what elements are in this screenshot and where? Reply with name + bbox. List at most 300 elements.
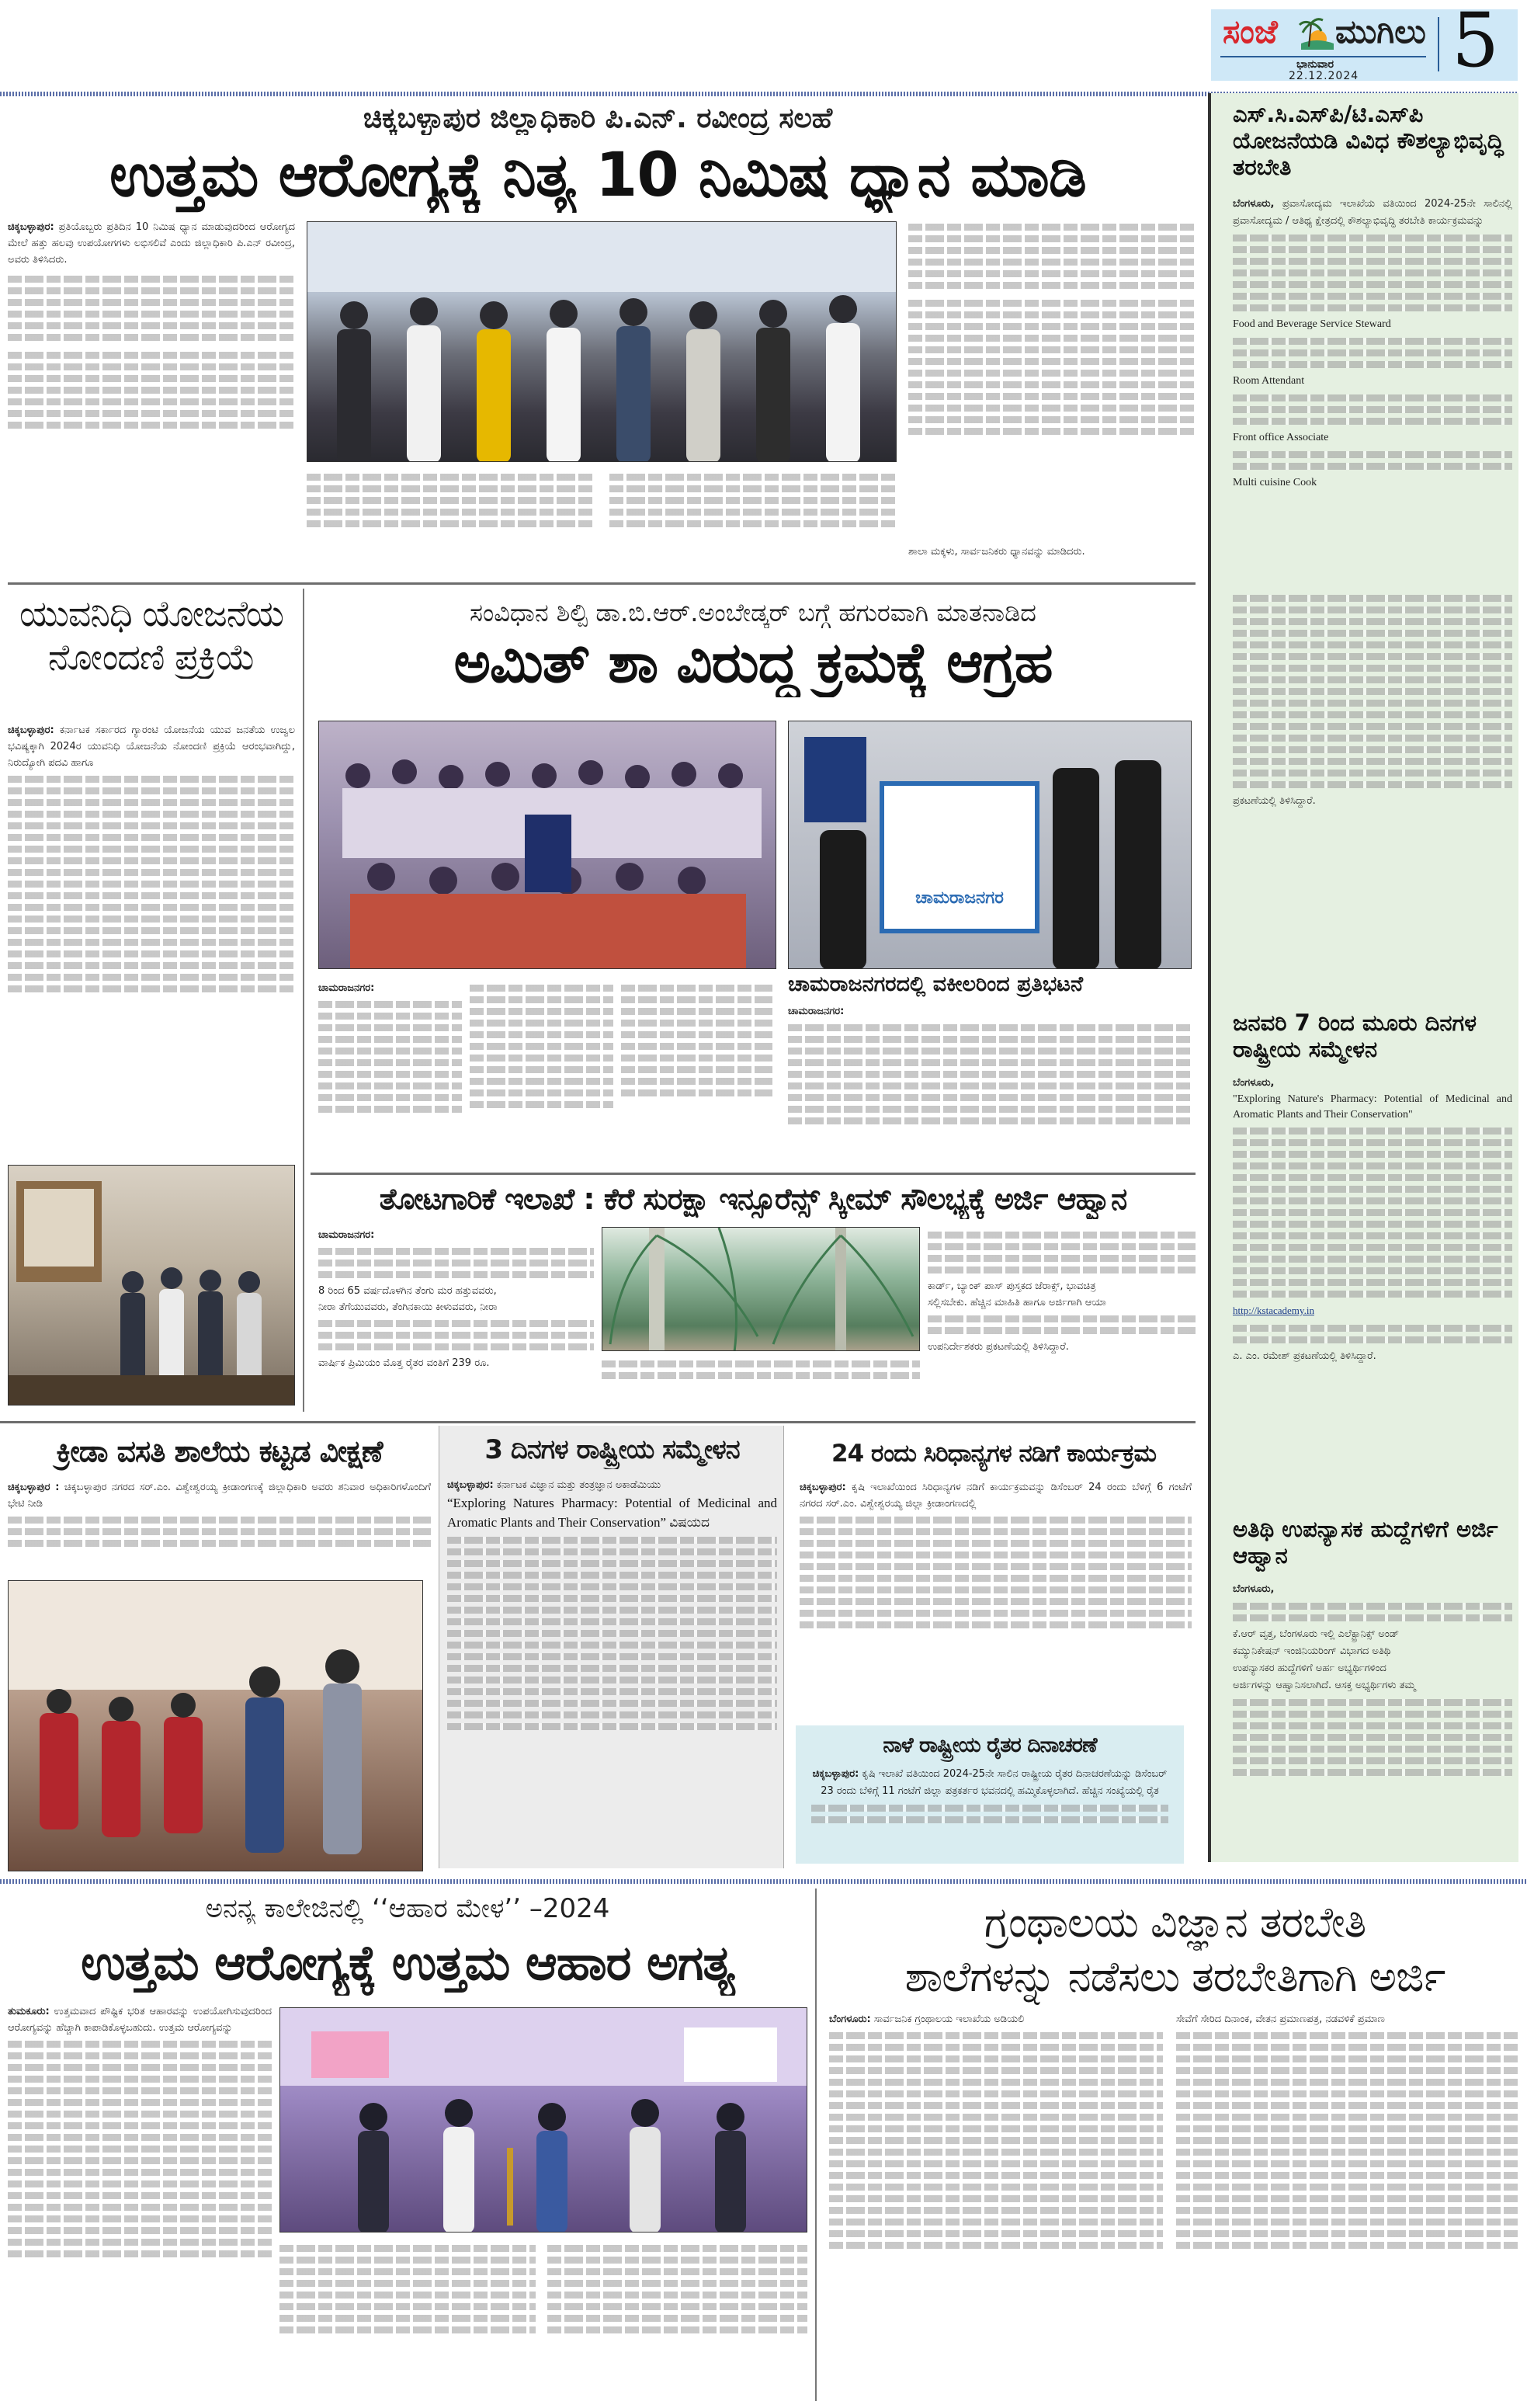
body-text-line	[8, 363, 295, 370]
body-text-line	[1233, 258, 1512, 265]
body-text-line	[447, 1665, 777, 1672]
yuvanidhi-body	[8, 722, 295, 1157]
body-text-line	[1233, 1769, 1512, 1776]
body-text-line	[1176, 2195, 1518, 2202]
office-people-illustration	[9, 1166, 295, 1406]
library-headline-line-1: ಗ್ರಂಥಾಲಯ ವಿಜ್ಞಾನ ತರಬೇತಿ	[984, 1898, 1366, 1947]
column-divider-bottom	[815, 1889, 817, 2401]
body-text-line	[1176, 2114, 1518, 2121]
body-text-line	[447, 1711, 777, 1718]
body-text-line	[447, 1560, 777, 1567]
body-text-line	[1233, 338, 1512, 345]
horticulture-headline: ತೋಟಗಾರಿಕೆ ಇಲಾಖೆ : ಕೆರೆ ಸುರಕ್ಷಾ ಇನ್ಸೂರೆನ್ಸ್ ಸ್ಕೀಮ್ ಸೌಲಭ್ಯಕ್ಕೆ ಅರ್ಜಿ ಆಹ್ವಾನ	[379, 1182, 1127, 1216]
body-text-line	[1233, 606, 1512, 613]
sports-hostel-photo	[8, 1580, 423, 1871]
body-text-line	[8, 2192, 272, 2199]
body-text-line	[279, 2303, 536, 2310]
body-text-line	[908, 311, 1196, 318]
body-text-line	[829, 2125, 1163, 2132]
horticulture-dateline: ಚಾಮರಾಜನಗರ:	[318, 1229, 375, 1241]
palm-sunset-icon	[1298, 16, 1335, 50]
sidebar-story3-line-3: ಉಪನ್ಯಾಸಕರ ಹುದ್ದೆಗಳಿಗೆ ಅರ್ಹ ಅಭ್ಯರ್ಥಿಗಳಿಂದ	[1233, 1663, 1386, 1674]
horticulture-col-1	[318, 1227, 594, 1394]
body-text-line	[447, 1595, 777, 1602]
body-text-line	[829, 2219, 1163, 2226]
body-text-line	[1233, 735, 1512, 742]
body-text-line	[318, 1001, 462, 1008]
masthead-day: ಭಾನುವಾರ	[1296, 58, 1334, 71]
sidebar-term-2: Room Attendant	[1233, 375, 1305, 387]
foodfair-dateline: ತುಮಕೂರು:	[8, 2006, 50, 2017]
body-text-line	[8, 2169, 272, 2176]
body-text-line	[908, 335, 1196, 342]
body-text-line	[8, 410, 295, 417]
body-text-line	[928, 1232, 1196, 1239]
farmers-day-body	[811, 1766, 1168, 1859]
body-text-line	[1233, 361, 1512, 368]
body-text-line	[547, 2257, 807, 2264]
body-text-line	[621, 1066, 772, 1073]
body-text-line	[547, 2268, 807, 2275]
body-text-line	[1233, 406, 1512, 413]
sidebar-story2-closing: ಎ. ಎಂ. ರಮೇಶ್ ಪ್ರಕಟಣೆಯಲ್ಲಿ ತಿಳಿಸಿದ್ದಾರೆ.	[1233, 1350, 1376, 1362]
foodfair-lead: ಉತ್ತಮವಾದ ಪೌಷ್ಟಿಕ ಭರಿತ ಆಹಾರವನ್ನು ಉಪಯೋಗಿಸುವುದರಿಂದ ಆರೋಗ್ಯವನ್ನು ಹೆಚ್ಚಾಗಿ ಕಾಪಾಡಿಕೊಳ್ಳಬಹುದು. ಉತ್ತಮ ಆರೋಗ್ಯವನ್ನು	[8, 2006, 272, 2034]
body-text-line	[1176, 2184, 1518, 2191]
logo-text-mugilu: ಮುಗಿಲು	[1335, 12, 1426, 50]
foodfair-kicker: ಅನನ್ಯ ಕಾಲೇಜಿನಲ್ಲಿ ‘‘ಆಹಾರ ಮೇಳ’’ –2024	[205, 1893, 610, 1924]
masthead-rule	[1220, 56, 1426, 57]
body-text-line	[8, 834, 295, 841]
body-text-line	[609, 474, 897, 481]
body-text-line	[908, 300, 1196, 307]
body-text-line	[621, 1055, 772, 1062]
foodfair-headline: ಉತ್ತಮ ಆರೋಗ್ಯಕ್ಕೆ ಉತ್ತಮ ಆಹಾರ ಅಗತ್ಯ	[81, 1934, 734, 1991]
body-text-line	[829, 2195, 1163, 2202]
body-text-line	[1233, 653, 1512, 660]
meditation-headline: ಉತ್ತಮ ಆರೋಗ್ಯಕ್ಕೆ ನಿತ್ಯ 10 ನಿಮಿಷ ಧ್ಯಾನ ಮಾಡಿ	[109, 141, 1086, 210]
body-text-line	[8, 916, 295, 923]
body-text-line	[318, 1260, 594, 1267]
library-right-lead: ಸೇವೆಗೆ ಸೇರಿದ ದಿನಾಂಕ, ವೇತನ ಪ್ರಮಾಣಪತ್ರ, ನಡವಳಿಕೆ ಪ್ರಮಾಣ	[1176, 2014, 1385, 2025]
body-text-line	[811, 1816, 1168, 1823]
body-text-line	[1233, 1734, 1512, 1741]
body-text-line	[547, 2315, 807, 2322]
conference-english-title	[447, 1493, 777, 1532]
body-text-line	[8, 962, 295, 969]
body-text-line	[1176, 2172, 1518, 2179]
body-text-line	[908, 259, 1196, 266]
body-text-line	[1233, 418, 1512, 425]
body-text-line	[8, 2157, 272, 2164]
meditation-col-4	[908, 219, 1196, 537]
body-text-line	[1233, 451, 1512, 458]
body-text-line	[829, 2184, 1163, 2191]
body-text-line	[307, 485, 594, 492]
body-text-line	[1233, 641, 1512, 648]
yuvanidhi-lead: ಕರ್ನಾಟಕ ಸರ್ಕಾರದ ಗ್ಯಾರಂಟಿ ಯೋಜನೆಯ ಯುವ ಜನತೆಯ ಉಜ್ವಲ ಭವಿಷ್ಯಕ್ಕಾಗಿ 2024ರ ಯುವನಿಧಿ ಯೋಜನೆಯ ನೋಂದಣಿ ಪ್ರಕ್ರಿಯೆ ಆರಂಭವಾಗಿದ್ದು, ನಿರುದ್ಯೋಗಿ ಪದವಿ ಹಾಗೂ	[8, 724, 295, 769]
body-text-line	[1233, 1186, 1512, 1193]
body-text-line	[547, 2326, 807, 2333]
millets-body	[800, 1479, 1192, 1712]
conference-title-tail: ವಿಷಯದ	[669, 1515, 710, 1530]
body-text-line	[8, 375, 295, 382]
body-text-line	[8, 2076, 272, 2083]
body-text-line	[908, 393, 1196, 400]
body-text-line	[279, 2245, 536, 2252]
body-text-line	[8, 939, 295, 946]
conference-dateline: ಚಿಕ್ಕಬಳ್ಳಾಪುರ:	[447, 1479, 494, 1491]
body-text-line	[8, 1528, 431, 1535]
sidebar-story1-body	[1233, 196, 1512, 584]
amitshah-col-1	[318, 980, 462, 1162]
body-text-line	[1233, 1221, 1512, 1228]
body-text-line	[908, 270, 1196, 277]
body-text-line	[8, 2239, 272, 2246]
body-text-line	[800, 1586, 1192, 1593]
body-text-line	[908, 282, 1196, 289]
body-text-line	[547, 2292, 807, 2299]
conference-lead: ಕರ್ನಾಟಕ ವಿಜ್ಞಾನ ಮತ್ತು ತಂತ್ರಜ್ಞಾನ ಅಕಾಡೆಮಿಯು	[496, 1479, 661, 1491]
body-text-line	[1176, 2055, 1518, 2062]
body-text-line	[1233, 1139, 1512, 1146]
horticulture-line-2: ನೀರಾ ತೆಗೆಯುವವರು, ತೆಂಗಿನಕಾಯಿ ಕೀಳುವವರು, ನೀರಾ	[318, 1301, 498, 1313]
body-text-line	[829, 2102, 1163, 2109]
meditation-photo	[307, 221, 897, 462]
body-text-line	[621, 996, 772, 1003]
body-text-line	[470, 1089, 613, 1096]
body-text-line	[447, 1583, 777, 1590]
body-text-line	[1233, 1614, 1512, 1621]
body-text-line	[908, 224, 1196, 231]
body-text-line	[829, 2032, 1163, 2039]
amitshah-photo-right	[788, 721, 1192, 969]
body-text-line	[447, 1548, 777, 1555]
body-text-line	[1233, 293, 1512, 300]
horticulture-col-3	[928, 1227, 1196, 1394]
body-text-line	[8, 787, 295, 794]
meditation-dateline: ಚಿಕ್ಕಬಳ್ಳಾಪುರ:	[8, 221, 54, 233]
foodfair-col-2	[279, 2240, 536, 2399]
body-text-line	[1233, 349, 1512, 356]
body-text-line	[829, 2242, 1163, 2249]
body-text-line	[470, 1031, 613, 1038]
body-text-line	[829, 2079, 1163, 2086]
body-text-line	[829, 2114, 1163, 2121]
body-text-line	[609, 520, 897, 527]
sidebar-story1-dateline: ಬೆಂಗಳೂರು,	[1233, 198, 1275, 210]
body-text-line	[1233, 676, 1512, 683]
body-text-line	[1176, 2032, 1518, 2039]
body-text-line	[800, 1540, 1192, 1547]
body-text-line	[800, 1528, 1192, 1535]
body-text-line	[8, 299, 295, 306]
body-text-line	[800, 1551, 1192, 1558]
body-text-line	[1233, 246, 1512, 253]
body-text-line	[318, 1343, 594, 1350]
masthead	[1211, 0, 1518, 84]
sidebar-term-3: Front office Associate	[1233, 432, 1329, 443]
body-text-line	[908, 358, 1196, 365]
body-text-line	[788, 1082, 1192, 1089]
body-text-line	[602, 1360, 920, 1367]
body-text-line	[1176, 2102, 1518, 2109]
column-divider-left	[303, 589, 304, 1412]
body-text-line	[908, 381, 1196, 388]
sports-hostel-dateline: ಚಿಕ್ಕಬಳ್ಳಾಪುರ :	[8, 1482, 60, 1493]
horticulture-right-line-3: ಉಪನಿರ್ದೇಶಕರು ಪ್ರಕಟಣೆಯಲ್ಲಿ ತಿಳಿಸಿದ್ದಾರೆ.	[928, 1341, 1069, 1353]
body-text-line	[602, 1372, 920, 1379]
body-text-line	[8, 2134, 272, 2141]
body-text-line	[1233, 1128, 1512, 1135]
body-text-line	[829, 2172, 1163, 2179]
body-text-line	[447, 1677, 777, 1684]
body-text-line	[470, 1078, 613, 1085]
library-lead: ಸಾರ್ವಜನಿಕ ಗ್ರಂಥಾಲಯ ಇಲಾಖೆಯ ಅಡಿಯಲಿ	[873, 2014, 1025, 2025]
body-text-line	[788, 1106, 1192, 1113]
body-text-line	[621, 1078, 772, 1085]
body-text-line	[8, 985, 295, 992]
body-text-line	[447, 1537, 777, 1544]
yuvanidhi-photo	[8, 1165, 295, 1406]
body-text-line	[1233, 1757, 1512, 1764]
meditation-col-3	[609, 469, 897, 554]
body-text-line	[279, 2292, 536, 2299]
millets-lead: ಕೃಷಿ ಇಲಾಖೆಯಿಂದ ಸಿರಿಧಾನ್ಯಗಳ ನಡಿಗೆ ಕಾರ್ಯಕ್ರಮವನ್ನು ಡಿಸೆಂಬರ್ 24 ರಂದು ಬೆಳಿಗ್ಗೆ 6 ಗಂಟೆಗೆ ನಗರದ ಸರ್.ಎಂ. ವಿಶ್ವೇಶ್ವರಯ್ಯ ಜಿಲ್ಲಾ ಕ್ರೀಡಾಂಗಣದಲ್ಲಿ	[800, 1482, 1192, 1510]
body-text-line	[8, 927, 295, 934]
conference-box	[439, 1426, 784, 1868]
sports-hostel-headline: ಕ್ರೀಡಾ ವಸತಿ ಶಾಲೆಯ ಕಟ್ಟಡ ವೀಕ್ಷಣೆ	[56, 1434, 383, 1468]
farmers-day-dateline: ಚಿಕ್ಕಬಳ್ಳಾಪುರ:	[812, 1768, 859, 1780]
body-text-line	[1233, 1256, 1512, 1263]
body-text-line	[8, 974, 295, 981]
body-text-line	[800, 1598, 1192, 1605]
body-text-line	[1233, 1746, 1512, 1753]
library-dateline: ಬೆಂಗಳೂರು:	[829, 2014, 871, 2025]
body-text-line	[547, 2245, 807, 2252]
body-text-line	[8, 2052, 272, 2059]
amitshah-photo-left	[318, 721, 776, 969]
body-text-line	[788, 1059, 1192, 1066]
body-text-line	[1233, 463, 1512, 470]
body-text-line	[470, 985, 613, 992]
body-text-line	[928, 1327, 1196, 1334]
body-text-line	[621, 1008, 772, 1015]
body-text-line	[447, 1642, 777, 1649]
body-text-line	[1233, 1232, 1512, 1239]
body-text-line	[800, 1517, 1192, 1524]
foodfair-col-1	[8, 2003, 272, 2399]
amitshah-kicker: ಸಂವಿಧಾನ ಶಿಲ್ಪಿ ಡಾ.ಬಿ.ಆರ್.ಅಂಬೇಡ್ಕರ್ ಬಗ್ಗೆ ಹಗುರವಾಗಿ ಮಾತನಾಡಿದ	[470, 598, 1036, 627]
body-text-line	[829, 2067, 1163, 2074]
body-text-line	[307, 509, 594, 516]
horticulture-col-2	[602, 1356, 920, 1395]
body-text-line	[1233, 1603, 1512, 1610]
body-text-line	[1233, 1336, 1512, 1343]
body-text-line	[8, 2204, 272, 2211]
body-text-line	[1233, 1699, 1512, 1706]
body-text-line	[318, 1059, 462, 1066]
body-text-line	[447, 1607, 777, 1614]
body-text-line	[447, 1572, 777, 1579]
body-text-line	[8, 387, 295, 394]
conference-headline: 3 ದಿನಗಳ ರಾಷ್ಟ್ರೀಯ ಸಮ್ಮೇಳನ	[484, 1434, 740, 1465]
body-text-line	[8, 2215, 272, 2222]
body-text-line	[1176, 2207, 1518, 2214]
body-text-line	[8, 846, 295, 853]
amitshah-subheadline: ಚಾಮರಾಜನಗರದಲ್ಲಿ ವಕೀಲರಿಂದ ಪ್ರತಿಭಟನೆ	[788, 972, 1084, 996]
body-text-line	[8, 276, 295, 283]
protest-group-illustration	[319, 721, 776, 969]
body-text-line	[318, 1320, 594, 1327]
yuvanidhi-dateline: ಚಿಕ್ಕಬಳ್ಳಾಪುರ:	[8, 724, 54, 736]
protest-sign-text: ಚಾಮರಾಜನಗರ	[915, 888, 1004, 908]
body-text-line	[621, 985, 772, 992]
group-people-illustration	[307, 222, 897, 462]
foodfair-col-3	[547, 2240, 807, 2399]
body-text-line	[8, 311, 295, 318]
body-text-line	[447, 1688, 777, 1695]
library-headline-line-2: ಶಾಲೆಗಳನ್ನು ನಡೆಸಲು ತರಬೇತಿಗಾಗಿ ಅರ್ಜಿ	[904, 1952, 1445, 2001]
body-text-line	[811, 1805, 1168, 1812]
amitshah-col-3	[621, 980, 772, 1162]
sidebar-story2-body	[1233, 1075, 1512, 1494]
body-text-line	[1233, 711, 1512, 718]
amitshah-headline: ಅಮಿತ್ ಶಾ ವಿರುದ್ಧ ಕ್ರಮಕ್ಕೆ ಆಗ್ರಹ	[453, 630, 1053, 695]
sidebar-story2-link[interactable]: http://kstacademy.in	[1233, 1305, 1314, 1316]
sidebar-story3-dateline: ಬೆಂಗಳೂರು,	[1233, 1583, 1275, 1595]
body-text-line	[1233, 394, 1512, 401]
masthead-separator	[1438, 17, 1439, 71]
body-text-line	[8, 881, 295, 888]
body-text-line	[829, 2149, 1163, 2156]
body-text-line	[547, 2280, 807, 2287]
sidebar-story3-line-1: ಕೆ.ಆರ್ ವೃತ್ತ, ಬೆಂಗಳೂರು ಇಲ್ಲಿ ಎಲೆಕ್ಟ್ರಾನಿಕ್ಸ್ ಅಂಡ್	[1233, 1628, 1400, 1640]
foodfair-photo	[279, 2007, 807, 2233]
body-text-line	[8, 904, 295, 911]
body-text-line	[470, 1101, 613, 1108]
amitshah-sub-dateline: ಚಾಮರಾಜನಗರ:	[788, 1006, 845, 1017]
body-text-line	[908, 405, 1196, 412]
body-text-line	[8, 334, 295, 341]
body-text-line	[547, 2303, 807, 2310]
body-text-line	[788, 1117, 1192, 1124]
body-text-line	[908, 323, 1196, 330]
body-text-line	[621, 1031, 772, 1038]
body-text-line	[1233, 304, 1512, 311]
body-text-line	[279, 2315, 536, 2322]
body-text-line	[621, 1020, 772, 1027]
body-text-line	[928, 1255, 1196, 1262]
body-text-line	[609, 497, 897, 504]
sidebar-story3-body	[1233, 1581, 1512, 1853]
farmers-day-headline: ನಾಳೆ ರಾಷ್ಟ್ರೀಯ ರೈತರ ದಿನಾಚರಣೆ	[883, 1733, 1097, 1757]
body-text-line	[318, 1071, 462, 1078]
body-text-line	[470, 1008, 613, 1015]
body-text-line	[1176, 2160, 1518, 2167]
body-text-line	[1233, 770, 1512, 777]
body-text-line	[8, 2111, 272, 2118]
sidebar-term-4: Multi cuisine Cook	[1233, 477, 1317, 488]
body-text-line	[1176, 2230, 1518, 2237]
body-text-line	[318, 1013, 462, 1020]
body-text-line	[1233, 595, 1512, 602]
body-text-line	[1176, 2242, 1518, 2249]
masthead-date: 22.12.2024	[1289, 70, 1359, 82]
body-text-line	[621, 1043, 772, 1050]
body-text-line	[8, 287, 295, 294]
coconut-palm-illustration	[602, 1228, 920, 1351]
body-text-line	[318, 1024, 462, 1031]
body-text-line	[8, 2146, 272, 2153]
meditation-col-2	[307, 469, 594, 554]
millets-headline: 24 ರಂದು ಸಿರಿಧಾನ್ಯಗಳ ನಡಿಗೆ ಕಾರ್ಯಕ್ರಮ	[831, 1440, 1156, 1468]
horticulture-right-line-2: ಸಲ್ಲಿಸಬೇಕು. ಹೆಚ್ಚಿನ ಮಾಹಿತಿ ಹಾಗೂ ಅರ್ಜಿಗಾಗಿ ಆಯಾ	[928, 1297, 1106, 1308]
body-text-line	[470, 1055, 613, 1062]
body-text-line	[8, 1540, 431, 1547]
body-text-line	[8, 1517, 431, 1524]
body-text-line	[8, 869, 295, 876]
body-text-line	[318, 1106, 462, 1113]
body-text-line	[8, 2250, 272, 2257]
body-text-line	[1233, 281, 1512, 288]
body-text-line	[609, 509, 897, 516]
body-text-line	[8, 352, 295, 359]
body-text-line	[829, 2090, 1163, 2097]
body-text-line	[318, 1248, 594, 1255]
body-text-line	[1233, 700, 1512, 707]
meditation-kicker: ಚಿಕ್ಕಬಳ್ಳಾಪುರ ಜಿಲ್ಲಾಧಿಕಾರಿ ಪಿ.ಎನ್. ರವೀಂದ್ರ ಸಲಹೆ	[363, 103, 833, 134]
lawyers-protest-illustration	[789, 721, 1192, 969]
library-col-2	[1176, 2011, 1518, 2399]
lamp-lighting-illustration	[280, 2008, 807, 2233]
body-text-line	[1233, 1711, 1512, 1718]
body-text-line	[908, 428, 1196, 435]
body-text-line	[1176, 2067, 1518, 2074]
body-text-line	[279, 2268, 536, 2275]
body-text-line	[447, 1630, 777, 1637]
body-text-line	[279, 2257, 536, 2264]
amitshah-dateline: ಚಾಮರಾಜನಗರ:	[318, 982, 375, 994]
amitshah-sub-body	[788, 1003, 1192, 1162]
body-text-line	[609, 485, 897, 492]
body-text-line	[279, 2326, 536, 2333]
body-text-line	[908, 235, 1196, 242]
body-text-line	[928, 1315, 1196, 1322]
body-text-line	[1233, 1722, 1512, 1729]
students-inspection-illustration	[9, 1581, 423, 1871]
body-text-line	[788, 1071, 1192, 1078]
body-text-line	[1176, 2090, 1518, 2097]
body-text-line	[1233, 688, 1512, 695]
body-text-line	[1233, 665, 1512, 672]
body-text-line	[1176, 2219, 1518, 2226]
body-text-line	[8, 398, 295, 405]
body-text-line	[1233, 758, 1512, 765]
body-text-line	[8, 892, 295, 899]
body-text-line	[318, 1036, 462, 1043]
body-text-line	[1176, 2149, 1518, 2156]
meditation-lead: ಪ್ರತಿಯೊಬ್ಬರು ಪ್ರತಿದಿನ 10 ನಿಮಿಷ ಧ್ಯಾನ ಮಾಡುವುದರಿಂದ ಆರೋಗ್ಯದ ಮೇಲೆ ಹತ್ತು ಹಲವು ಉಪಯೋಗಗಳು ಲಭಿಸಲಿವೆ ಎಂದು ಜಿಲ್ಲಾಧಿಕಾರಿ ಪಿ.ಎನ್ ರವೀಂದ್ರ, ಅವರು ತಿಳಿಸಿದರು.	[8, 221, 295, 266]
body-text-line	[307, 474, 594, 481]
body-text-line	[318, 1094, 462, 1101]
body-text-line	[908, 247, 1196, 254]
conference-body	[447, 1477, 777, 1861]
farmers-day-lead: ಕೃಷಿ ಇಲಾಖೆ ವತಿಯಿಂದ 2024-25ನೇ ಸಾಲಿನ ರಾಷ್ಟ್ರೀಯ ರೈತರ ದಿನಾಚರಣೆಯನ್ನು ಡಿಸೆಂಬರ್ 23 ರಂದು ಬೆಳಿಗ್ಗೆ 11 ಗಂಟೆಗೆ ಜಿಲ್ಲಾ ಪತ್ರಕರ್ತರ ಭವನದಲ್ಲಿ ಹಮ್ಮಿಕೊಳ್ಳಲಾಗಿದೆ. ಹೆಚ್ಚಿನ ಸಂಖ್ಯೆಯಲ್ಲಿ ರೈತ	[821, 1768, 1168, 1797]
horticulture-right-line-1: ಕಾರ್ಡ್, ಬ್ಯಾಂಕ್ ಪಾಸ್ ಪುಸ್ತಕದ ಜೆರಾಕ್ಸ್, ಭಾವಚಿತ್ರ	[928, 1280, 1096, 1292]
body-text-line	[829, 2160, 1163, 2167]
body-text-line	[470, 1043, 613, 1050]
body-text-line	[800, 1621, 1192, 1628]
